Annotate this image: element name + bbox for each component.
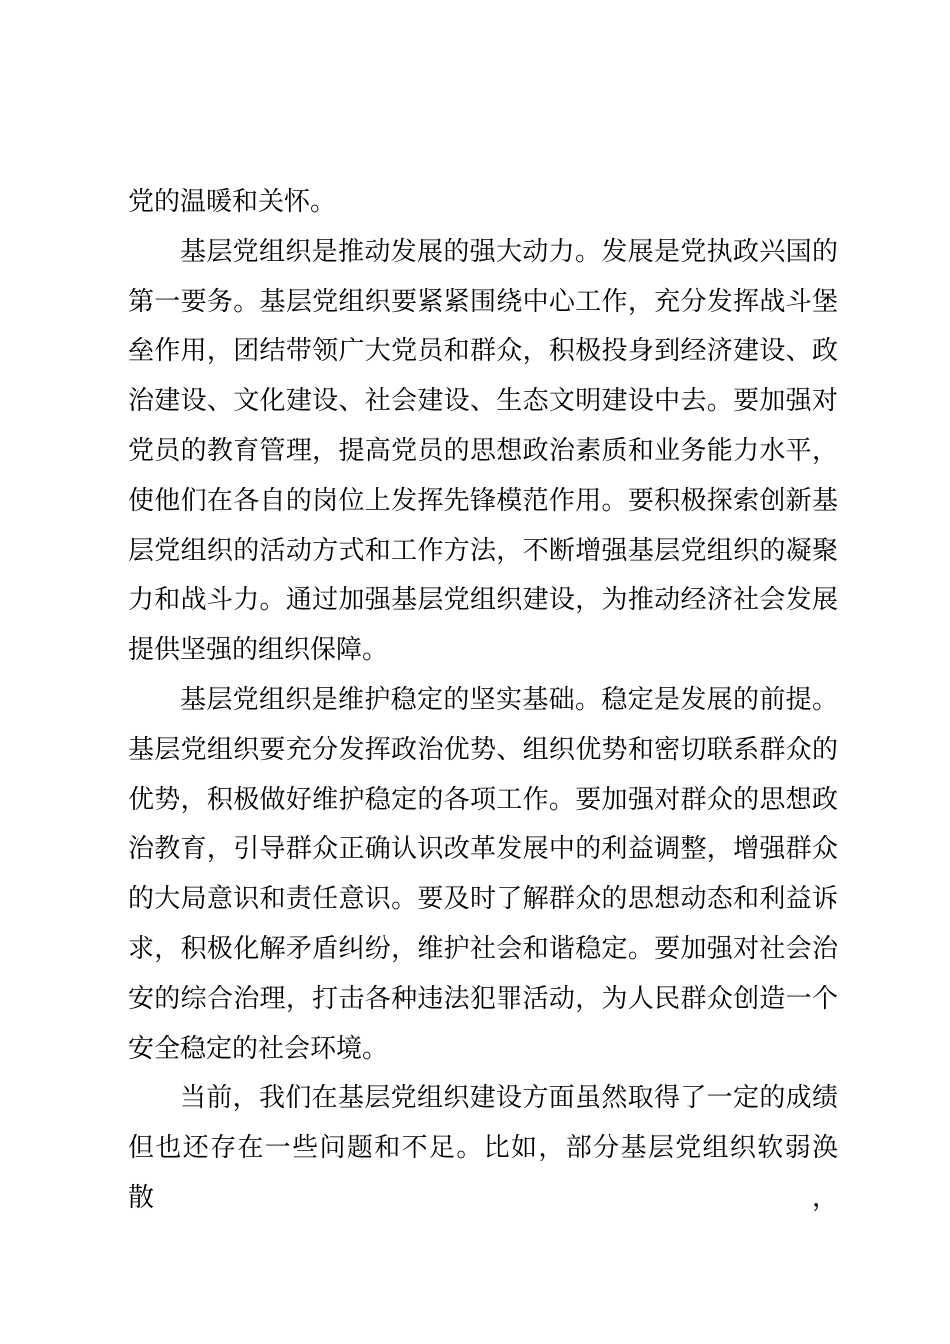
paragraph-line: 当前，我们在基层党组织建设方面虽然取得了一定的成绩 [180,1083,838,1114]
paragraph-line: 治教育，引导群众正确认识改革发展中的利益调整，增强群众 [128,834,838,865]
paragraph-line: 党员的教育管理，提高党员的思想政治素质和业务能力水平， [128,435,838,466]
paragraph-line: 安的综合治理，打击各种违法犯罪活动，为人民群众创造一个 [128,983,838,1014]
paragraph-line: 治建设、文化建设、社会建设、生态文明建设中去。要加强对 [128,386,838,417]
document-body [128,178,838,1213]
paragraph-line: 安全稳定的社会环境。 [128,1033,389,1064]
paragraph-line: 基层党组织是推动发展的强大动力。发展是党执政兴国的 [180,236,838,267]
paragraph-line: 优势，积极做好维护稳定的各项工作。要加强对群众的思想政 [128,784,838,815]
paragraph-line: 第一要务。基层党组织要紧紧围绕中心工作，充分发挥战斗堡 [128,286,838,317]
paragraph-line: 使他们在各自的岗位上发挥先锋模范作用。要积极探索创新基 [128,485,838,516]
paragraph-line: 力和战斗力。通过加强基层党组织建设，为推动经济社会发展 [128,585,838,616]
paragraph-line: 垒作用，团结带领广大党员和群众，积极投身到经济建设、政 [128,336,838,367]
paragraph-line: 党的温暖和关怀。 [128,187,337,217]
paragraph-line: 提供坚强的组织保障。 [128,635,389,666]
paragraph-line: 基层党组织要充分发挥政治优势、组织优势和密切联系群众的 [128,734,838,765]
paragraph-line: 基层党组织是维护稳定的坚实基础。稳定是发展的前提。 [180,684,838,715]
paragraph-line: 但也还存在一些问题和不足。比如，部分基层党组织软弱涣散， [128,1133,838,1213]
paragraph-line: 的大局意识和责任意识。要及时了解群众的思想动态和利益诉 [128,884,838,915]
paragraph-line: 层党组织的活动方式和工作方法，不断增强基层党组织的凝聚 [128,535,838,566]
paragraph-line: 求，积极化解矛盾纠纷，维护社会和谐稳定。要加强对社会治 [128,933,838,964]
